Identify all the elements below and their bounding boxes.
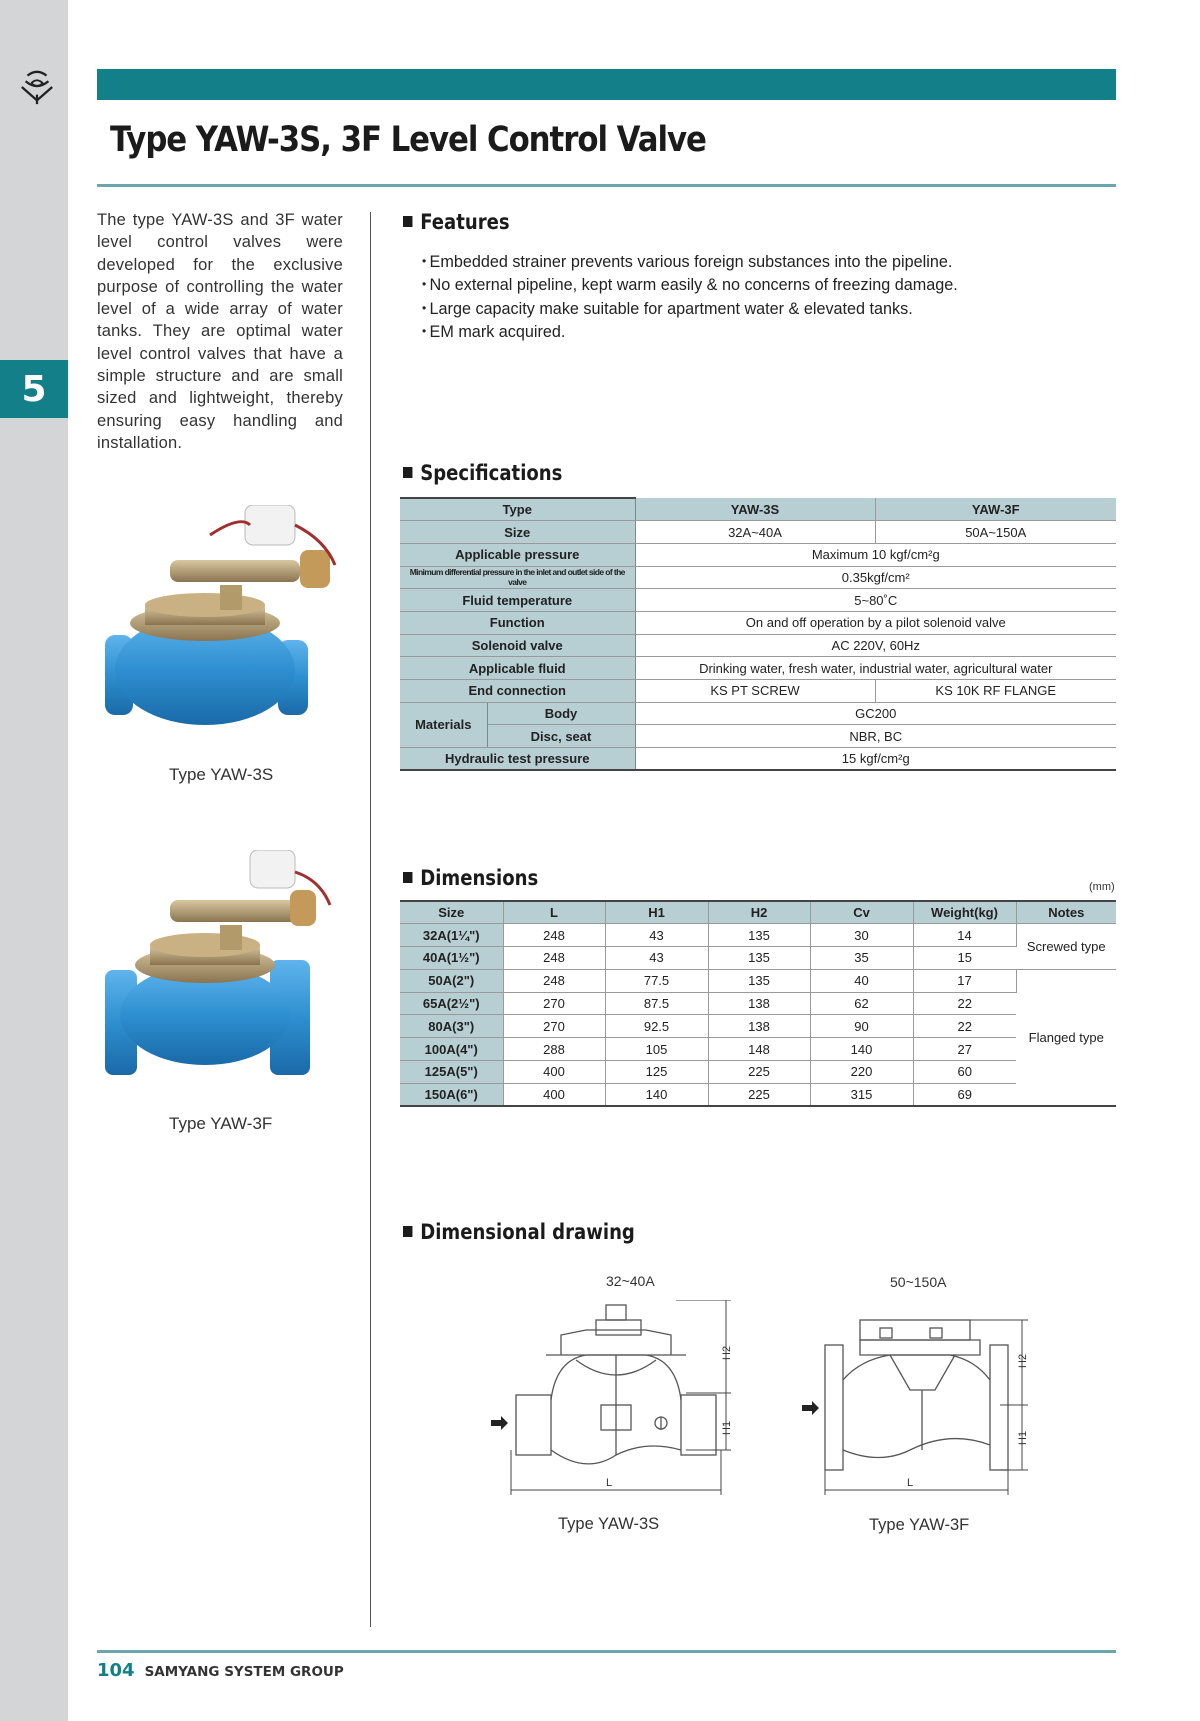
- dim-cell: 138: [708, 1015, 810, 1038]
- dim-header: H1: [605, 901, 708, 924]
- feature-item: • Embedded strainer prevents various foreign substances into the pipeline.: [422, 250, 958, 273]
- spec-value: On and off operation by a pilot solenoid valve: [635, 611, 1116, 634]
- dim-cell: 43: [605, 924, 708, 947]
- dim-size: 40A(1½"): [400, 947, 503, 970]
- drawing-left-range: 32~40A: [606, 1273, 655, 1289]
- dim-header: H2: [708, 901, 810, 924]
- side-strip: [0, 0, 68, 1721]
- feature-item: • EM mark acquired.: [422, 320, 958, 343]
- spec-value: 15 kgf/cm²g: [635, 748, 1116, 771]
- dim-cell: 135: [708, 969, 810, 992]
- spec-label: Solenoid valve: [400, 634, 635, 657]
- dim-cell: 225: [708, 1061, 810, 1084]
- features-list: [422, 250, 958, 343]
- column-divider: [370, 212, 371, 1627]
- dim-size: 50A(2"): [400, 969, 503, 992]
- dim-cell: 22: [913, 1015, 1016, 1038]
- dim-cell: 15: [913, 947, 1016, 970]
- dim-cell: 125: [605, 1061, 708, 1084]
- spec-label: Minimum differential pressure in the inlet and outlet side of the valve: [400, 566, 635, 589]
- spec-model: YAW-3F: [875, 498, 1116, 521]
- dim-cell: 248: [503, 969, 605, 992]
- dim-cell: 90: [810, 1015, 913, 1038]
- dim-cell: 17: [913, 969, 1016, 992]
- spec-value: 0.35kgf/cm²: [635, 566, 1116, 589]
- specifications-table: [400, 497, 1116, 771]
- dim-header: Weight(kg): [913, 901, 1016, 924]
- company-name: SAMYANG SYSTEM GROUP: [144, 1664, 344, 1680]
- dim-h2-label: H2: [1017, 1353, 1029, 1368]
- spec-label: Size: [400, 521, 635, 544]
- yaw-3f-valve-image: [100, 850, 360, 1085]
- dim-l-label: L: [606, 1477, 613, 1489]
- drawing-left-caption: Type YAW-3S: [558, 1515, 660, 1533]
- spec-value: Maximum 10 kgf/cm²g: [635, 543, 1116, 566]
- dim-cell: 62: [810, 992, 913, 1015]
- table-row: [400, 924, 1116, 947]
- dim-cell: 30: [810, 924, 913, 947]
- dim-cell: 105: [605, 1038, 708, 1061]
- dim-cell: 92.5: [605, 1015, 708, 1038]
- dim-size: 100A(4"): [400, 1038, 503, 1061]
- page-title: Type YAW-3S, 3F Level Control Valve: [110, 120, 706, 160]
- dim-size: 150A(6"): [400, 1083, 503, 1106]
- table-row: [400, 947, 1116, 970]
- dim-l-label: L: [907, 1477, 914, 1489]
- dim-cell: 22: [913, 992, 1016, 1015]
- dimensions-heading: Dimensions: [403, 866, 538, 890]
- dim-cell: 400: [503, 1061, 605, 1084]
- yaw-3s-caption: Type YAW-3S: [169, 765, 274, 784]
- dim-cell: 35: [810, 947, 913, 970]
- features-heading: Features: [403, 210, 510, 234]
- dim-cell: 148: [708, 1038, 810, 1061]
- spec-value: 50A~150A: [875, 521, 1116, 544]
- dim-cell: 315: [810, 1083, 913, 1106]
- title-rule: [97, 184, 1116, 187]
- dim-cell: 77.5: [605, 969, 708, 992]
- table-row: [400, 1038, 1116, 1061]
- dim-size: 80A(3"): [400, 1015, 503, 1038]
- spec-label: Function: [400, 611, 635, 634]
- dim-cell: 248: [503, 924, 605, 947]
- yaw-3s-drawing: [486, 1300, 748, 1495]
- dim-h1-label: H1: [721, 1420, 733, 1435]
- dim-note: Screwed type: [1016, 924, 1116, 970]
- specifications-heading: Specifications: [403, 461, 562, 485]
- spec-label: End connection: [400, 680, 635, 703]
- dim-cell: 138: [708, 992, 810, 1015]
- spec-value: 32A~40A: [635, 521, 875, 544]
- dimensions-unit: (mm): [1089, 881, 1115, 893]
- spec-label: Hydraulic test pressure: [400, 748, 635, 771]
- spec-label: Body: [487, 702, 635, 725]
- dim-cell: 220: [810, 1061, 913, 1084]
- dim-h1-label: H1: [1017, 1430, 1029, 1445]
- company-logo-icon: [18, 68, 56, 106]
- feature-item: • Large capacity make suitable for apartment water & elevated tanks.: [422, 297, 958, 320]
- table-row: [400, 1015, 1116, 1038]
- dim-cell: 135: [708, 947, 810, 970]
- dim-cell: 140: [810, 1038, 913, 1061]
- table-row: [400, 992, 1116, 1015]
- spec-model: YAW-3S: [635, 498, 875, 521]
- dim-cell: 400: [503, 1083, 605, 1106]
- dim-cell: 43: [605, 947, 708, 970]
- footer-rule: [97, 1650, 1116, 1653]
- chapter-tab[interactable]: 5: [0, 360, 68, 418]
- dim-header: Notes: [1016, 901, 1116, 924]
- table-row: [400, 969, 1116, 992]
- spec-value: KS 10K RF FLANGE: [875, 680, 1116, 703]
- intro-text: The type YAW-3S and 3F water level control valves were developed for the exclusive purpose of controlling the water level of a wide array of water tanks. They are optimal water level control valves that have a simple structure and are small sized and lightweight, thereby ensuring easy handling and installation.: [97, 211, 343, 452]
- dim-cell: 288: [503, 1038, 605, 1061]
- dim-cell: 135: [708, 924, 810, 947]
- footer: [97, 1660, 344, 1681]
- spec-value: AC 220V, 60Hz: [635, 634, 1116, 657]
- yaw-3s-valve-image: [100, 505, 360, 730]
- yaw-3f-caption: Type YAW-3F: [169, 1114, 273, 1133]
- dim-cell: 248: [503, 947, 605, 970]
- dim-header: Size: [400, 901, 503, 924]
- drawing-heading: Dimensional drawing: [403, 1220, 635, 1244]
- dim-cell: 270: [503, 1015, 605, 1038]
- dim-cell: 87.5: [605, 992, 708, 1015]
- spec-value: 5~80˚C: [635, 589, 1116, 612]
- spec-label: Applicable pressure: [400, 543, 635, 566]
- spec-value: GC200: [635, 702, 1116, 725]
- feature-item: • No external pipeline, kept warm easily & no concerns of freezing damage.: [422, 273, 958, 296]
- dim-cell: 140: [605, 1083, 708, 1106]
- dim-cell: 60: [913, 1061, 1016, 1084]
- dim-header: Cv: [810, 901, 913, 924]
- dim-cell: 270: [503, 992, 605, 1015]
- spec-label: Fluid temperature: [400, 589, 635, 612]
- drawing-right-range: 50~150A: [890, 1274, 947, 1290]
- spec-label: Materials: [400, 702, 487, 747]
- dim-size: 32A(1¼"): [400, 924, 503, 947]
- dim-cell: 225: [708, 1083, 810, 1106]
- spec-value: Drinking water, fresh water, industrial water, agricultural water: [635, 657, 1116, 680]
- spec-label: Disc, seat: [487, 725, 635, 748]
- dim-cell: 14: [913, 924, 1016, 947]
- dim-size: 65A(2½"): [400, 992, 503, 1015]
- dim-size: 125A(5"): [400, 1061, 503, 1084]
- header-bar: [97, 69, 1116, 100]
- dim-cell: 27: [913, 1038, 1016, 1061]
- page-number: 104: [97, 1660, 135, 1681]
- spec-label: Applicable fluid: [400, 657, 635, 680]
- spec-value: KS PT SCREW: [635, 680, 875, 703]
- yaw-3f-drawing: [800, 1300, 1040, 1495]
- dim-cell: 69: [913, 1083, 1016, 1106]
- spec-value: NBR, BC: [635, 725, 1116, 748]
- dim-h2-label: H2: [721, 1345, 733, 1360]
- drawing-right-caption: Type YAW-3F: [869, 1516, 970, 1534]
- table-row: [400, 1083, 1116, 1106]
- dim-note: Flanged type: [1016, 969, 1116, 1106]
- dim-cell: 40: [810, 969, 913, 992]
- dimensions-table: [400, 900, 1116, 1107]
- dim-header: L: [503, 901, 605, 924]
- spec-label: Type: [400, 498, 635, 521]
- table-row: [400, 1061, 1116, 1084]
